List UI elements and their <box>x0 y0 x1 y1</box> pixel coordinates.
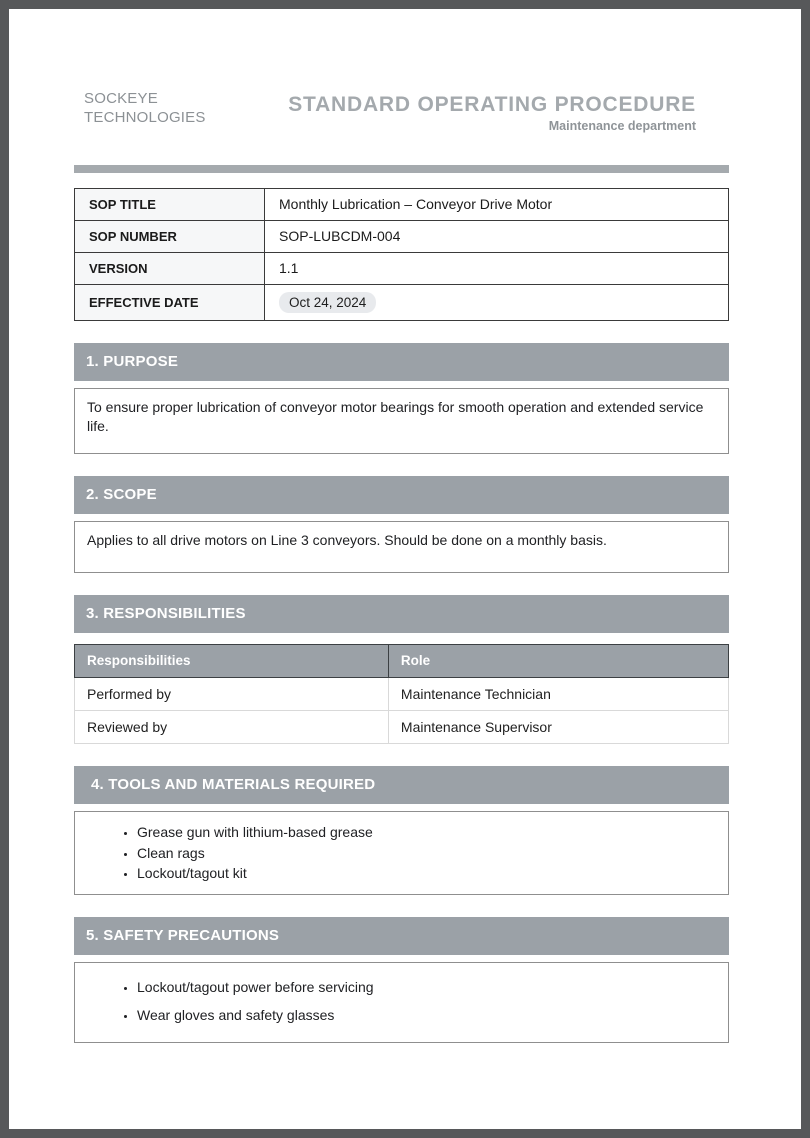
list-item: • Wear gloves and safety glasses <box>137 1005 716 1025</box>
sop-info-table <box>74 188 729 321</box>
reviewed-by-cell: Reviewed by <box>75 711 389 744</box>
section-purpose-body: To ensure proper lubrication of conveyor motor bearings for smooth operation and extended service life. <box>74 388 729 454</box>
sop-document-page <box>9 9 801 1043</box>
table-row <box>75 221 729 253</box>
tools-list <box>87 823 716 884</box>
reviewed-by-role-cell: Maintenance Supervisor <box>388 711 728 744</box>
table-row <box>75 711 729 744</box>
version-value: 1.1 <box>265 253 729 285</box>
section-scope-heading: 2. SCOPE <box>74 476 729 514</box>
responsibilities-table <box>74 644 729 744</box>
company-name-line2: TECHNOLOGIES <box>84 109 206 126</box>
table-row <box>75 253 729 285</box>
sop-title-label: SOP TITLE <box>75 189 265 221</box>
sop-number-value: SOP-LUBCDM-004 <box>265 221 729 253</box>
section-safety-heading: 5. SAFETY PRECAUTIONS <box>74 917 729 955</box>
effective-date-label: EFFECTIVE DATE <box>75 285 265 321</box>
company-name-line1: SOCKEYE <box>84 90 158 107</box>
responsibilities-column-header: Responsibilities <box>75 645 389 678</box>
list-item: • Lockout/tagout power before servicing <box>137 977 716 997</box>
document-subtitle: Maintenance department <box>548 119 696 133</box>
table-row <box>75 189 729 221</box>
section-purpose <box>74 343 729 454</box>
section-responsibilities <box>74 595 729 744</box>
role-column-header: Role <box>388 645 728 678</box>
list-item: • Lockout/tagout kit <box>137 864 716 884</box>
document-header <box>74 89 729 133</box>
table-row <box>75 285 729 321</box>
list-item: • Grease gun with lithium-based grease <box>137 823 716 843</box>
document-title: STANDARD OPERATING PROCEDURE <box>288 93 696 116</box>
section-responsibilities-heading: 3. RESPONSIBILITIES <box>74 595 729 633</box>
section-scope-body: Applies to all drive motors on Line 3 conveyors. Should be done on a monthly basis. <box>74 521 729 573</box>
table-header-row <box>75 645 729 678</box>
version-label: VERSION <box>75 253 265 285</box>
company-logo-text <box>84 89 206 127</box>
section-purpose-heading: 1. PURPOSE <box>74 343 729 381</box>
effective-date-cell <box>265 285 729 321</box>
sop-title-value: Monthly Lubrication – Conveyor Drive Motor <box>265 189 729 221</box>
effective-date-chip[interactable]: Oct 24, 2024 <box>279 292 376 313</box>
performed-by-cell: Performed by <box>75 678 389 711</box>
safety-list <box>87 977 716 1025</box>
header-title-block <box>206 93 729 133</box>
performed-by-role-cell: Maintenance Technician <box>388 678 728 711</box>
section-tools-heading: 4. TOOLS AND MATERIALS REQUIRED <box>74 766 729 804</box>
section-scope <box>74 476 729 573</box>
section-safety <box>74 917 729 1043</box>
section-tools-body <box>74 811 729 895</box>
section-safety-body <box>74 962 729 1043</box>
sop-number-label: SOP NUMBER <box>75 221 265 253</box>
table-row <box>75 678 729 711</box>
section-tools <box>74 766 729 895</box>
header-divider-bar <box>74 165 729 173</box>
list-item: • Clean rags <box>137 844 716 864</box>
